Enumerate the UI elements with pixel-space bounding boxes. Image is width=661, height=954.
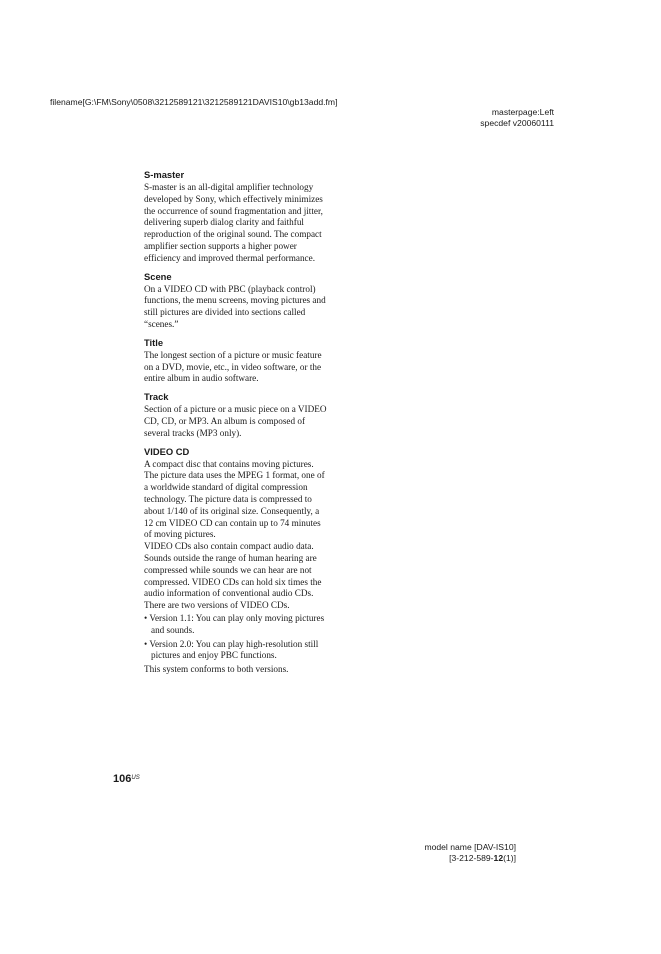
glossary-entry-s-master [144,169,328,265]
model-code-prefix: [3-212-589- [449,853,494,863]
glossary-definition: S-master is an all-digital amplifier technology developed by Sony, which effectively minimizes the occurrence of sound fragmentation and jitter, delivering superb dialog clarity and faithful reproduction of the original sound. The compact amplifier section supports a higher power efficiency and improved thermal performance. [144,182,323,263]
masterpage-label: masterpage:Left [491,107,554,117]
glossary-term: Track [144,391,169,403]
glossary-definition: VIDEO CDs also contain compact audio data. Sounds outside the range of human hearing are compressed while sounds we can hear are not compressed. VIDEO CDs can hold six times the audio information of conventional audio CDs. [144,541,322,599]
glossary-definition: Section of a picture or a music piece on a VIDEO CD, CD, or MP3. An album is composed of several tracks (MP3 only). [144,404,327,438]
glossary-entry-scene [144,271,328,331]
model-code-footer [449,853,516,864]
glossary-term: Title [144,336,164,348]
glossary-term: Scene [144,270,172,282]
glossary-entry-video-cd [144,446,328,676]
model-name-footer: model name [DAV-IS10] [424,842,516,852]
glossary-definition: The longest section of a picture or music feature on a DVD, movie, etc., in video software, or the entire album in audio software. [144,349,322,384]
glossary-definition: There are two versions of VIDEO CDs. [144,600,290,611]
glossary-entry-title [144,337,328,385]
glossary-closing-note: This system conforms to both versions. [144,664,289,675]
page-number-value: 106 [113,773,132,785]
model-code-bold: 12 [493,853,504,863]
specdef-label: specdef v20060111 [480,118,554,128]
model-code-suffix: (1)] [503,853,516,863]
filename-header: filename[G:\FM\Sony\0508\3212589121\3212589121DAVIS10\gb13add.fm] [50,97,338,107]
page-number [113,772,140,786]
glossary-entry-track [144,391,328,439]
page-number-suffix: US [131,775,140,781]
version-list [144,613,328,662]
glossary-column [144,169,328,682]
glossary-definition: On a VIDEO CD with PBC (playback control) functions, the menu screens, moving pictures and still pictures are divided into sections called “scenes.” [144,283,326,329]
glossary-definition: A compact disc that contains moving pictures. The picture data uses the MPEG 1 format, one of a worldwide standard of digital compression technology. The picture data is compressed to about 1/140 of its original size. Consequently, a 12 cm VIDEO CD can contain up to 74 minutes of moving pictures. [144,458,325,540]
glossary-term: S-master [144,169,185,180]
list-item: • Version 1.1: You can play only moving pictures and sounds. [144,612,325,635]
glossary-term: VIDEO CD [144,445,190,457]
list-item: • Version 2.0: You can play high-resolution still pictures and enjoy PBC functions. [144,638,319,661]
